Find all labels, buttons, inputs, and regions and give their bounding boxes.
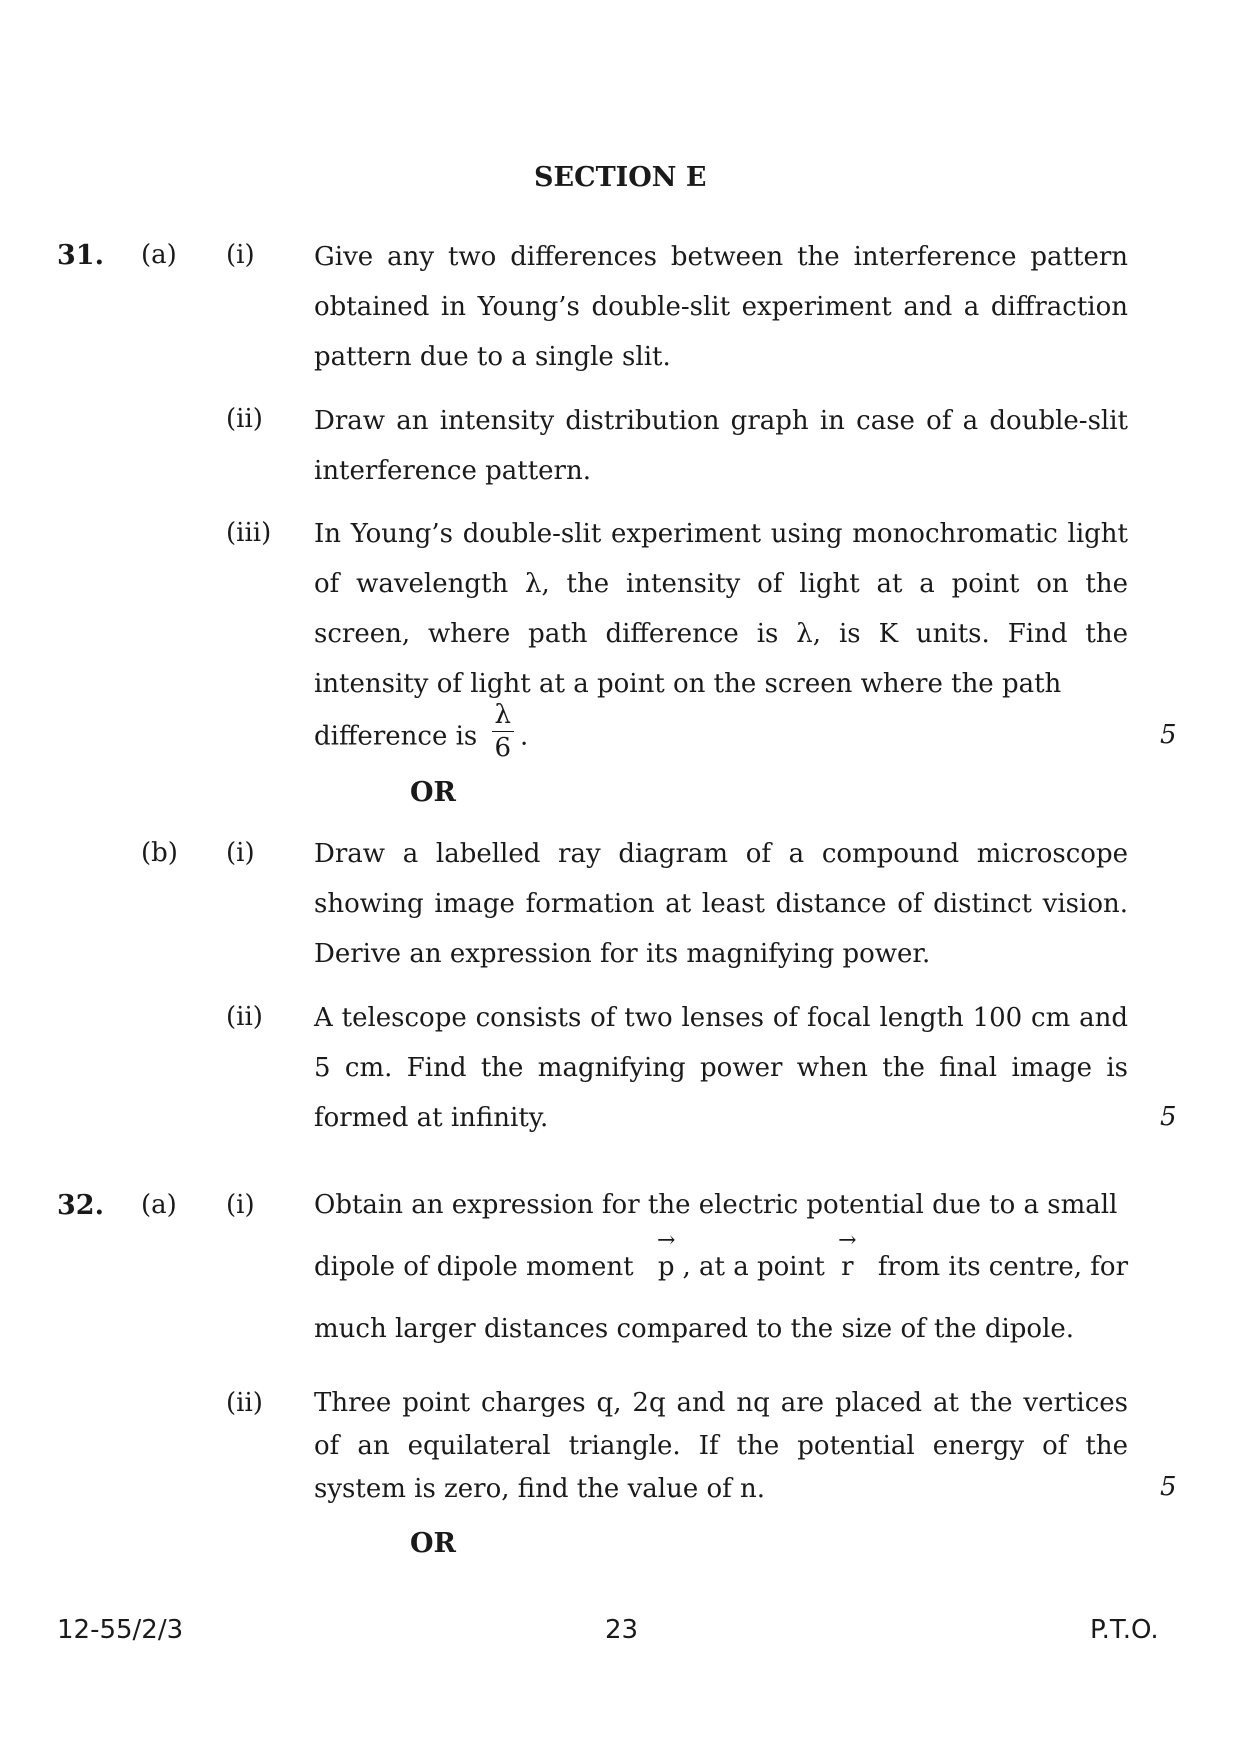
section-title: SECTION E [534, 162, 707, 193]
q31b-ii-label: (ii) [226, 1002, 263, 1032]
q32a-marks: 5 [1160, 1472, 1177, 1502]
q31a-iii-last-prefix: difference is [314, 721, 478, 752]
q32a-ii-label: (ii) [226, 1388, 263, 1418]
q31a-iii-label: (iii) [226, 518, 272, 548]
vector-r [838, 1228, 857, 1282]
q32-part-a-label: (a) [141, 1190, 177, 1220]
q31a-i-text: Give any two differences between the interference pattern obtained in Young’s double-slit experiment and a diffraction pattern due to a single slit. [314, 242, 1128, 372]
fraction-numerator: λ [492, 702, 514, 732]
question-number-32: 32. [57, 1190, 104, 1221]
q31a-iii-last-suffix: . [520, 721, 529, 752]
footer-page-number: 23 [605, 1615, 639, 1645]
vector-r-symbol: r [841, 1252, 854, 1282]
q32a-i-label: (i) [226, 1190, 255, 1220]
vector-p-symbol: p [657, 1252, 675, 1282]
q32a-i-line3: much larger distances compared to the size of the dipole. [314, 1314, 1075, 1344]
q32a-ii-text: Three point charges q, 2q and nq are placed at the vertices of an equilateral triangle. If the potential energy of the system is zero, find the value of n. [314, 1388, 1128, 1504]
fraction-denominator: 6 [494, 733, 512, 763]
question-number-31: 31. [57, 240, 104, 271]
q31a-ii-label: (ii) [226, 404, 263, 434]
q31-or-separator: OR [410, 777, 456, 808]
vector-arrow-icon: → [838, 1228, 857, 1253]
q31b-marks: 5 [1160, 1102, 1177, 1132]
vector-p [656, 1228, 676, 1282]
q32a-i-line2-at-point: , at a point [682, 1252, 825, 1282]
footer-paper-code: 12-55/2/3 [57, 1615, 184, 1645]
q31a-ii-text: Draw an intensity distribution graph in case of a double-slit interference pattern. [314, 406, 1128, 486]
footer-pto: P.T.O. [1090, 1615, 1159, 1645]
q32a-i-line2-mid [650, 1228, 862, 1282]
q31a-iii-last-line [314, 700, 529, 767]
q31b-i-label: (i) [226, 838, 255, 868]
q31a-i-label: (i) [226, 240, 255, 270]
lambda-over-six-fraction [492, 702, 514, 761]
q31-part-b-label: (b) [141, 838, 178, 868]
q32a-i-line2 [314, 1228, 1128, 1282]
q31a-iii-text: In Young’s double-slit experiment using monochromatic light of wavelength λ, the intensity of light at a point on the screen, where path difference is λ, is K units. Find the intensity of light at a point on the screen where the path [314, 519, 1128, 699]
q32a-i-line2-end: from its centre, for [877, 1252, 1128, 1282]
q31-part-a-label: (a) [141, 240, 177, 270]
q31a-marks: 5 [1160, 720, 1177, 750]
vector-arrow-icon: → [656, 1228, 676, 1253]
q31b-ii-text: A telescope consists of two lenses of focal length 100 cm and 5 cm. Find the magnifying power when the final image is formed at infinity. [314, 1003, 1128, 1133]
q31b-i-text: Draw a labelled ray diagram of a compound microscope showing image formation at least distance of distinct vision. Derive an expression for its magnifying power. [314, 839, 1128, 969]
q32a-i-line2-start: dipole of dipole moment [314, 1252, 634, 1282]
q32a-i-line1: Obtain an expression for the electric potential due to a small [314, 1190, 1118, 1220]
q32-or-separator: OR [410, 1528, 456, 1559]
